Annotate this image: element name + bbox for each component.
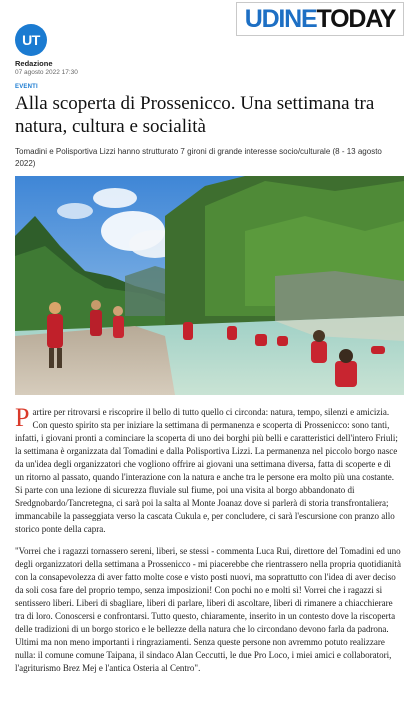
- author-avatar[interactable]: [15, 24, 47, 56]
- brand-logo-part1: UDINE: [244, 4, 317, 33]
- hero-photo: [15, 176, 404, 395]
- article-paragraph-1: [15, 403, 401, 536]
- article-body: [15, 403, 401, 675]
- dropcap-letter: P: [15, 403, 30, 432]
- brand-logo-part2: TODAY: [316, 4, 396, 33]
- brand-logo[interactable]: [236, 2, 404, 36]
- section-tag[interactable]: EVENTI: [15, 84, 38, 90]
- publish-date: 07 agosto 2022 17:30: [15, 69, 78, 76]
- author-avatar-initials: UT: [22, 32, 40, 48]
- article-title: Alla scoperta di Prossenicco. Una settimana tra natura, cultura e socialità: [15, 93, 375, 137]
- article-paragraph-2: "Vorrei che i ragazzi tornassero sereni, liberi, se stessi - commenta Luca Rui, direttore del Tomadini ed uno degli organizzatori della settimana a Prossenicco - mi piacerebbe che rientrassero nella propria quotidianità con la consapevolezza di aver fatto molte cose e visto posti nuovi, ma soprattutto con l'idea di aver deciso da soli cosa fare del proprio tempo, senza imposizioni! Con pochi no e molti sì! Vorrei che i ragazzi si sentissero liberi. Liberi di sbagliare, liberi di parlare, liberi di ascoltare, liberi di rimanere a chiacchierare tra di loro. Conoscersi e confrontarsi. Tutto questo, chiaramente, inserito in un contesto dove la riscoperta delle tradizioni di un borgo storico e le bellezze della natura che lo circondano devono farla da padrona. Ultimi ma non meno importanti i ringraziamenti. Senza queste persone non avremmo potuto realizzare nulla: il comune comune Taipana, il sindaco Alan Ceccutti, le due Pro Loco, i miei amici e collaboratori, l'agriturismo Brez Mej e l'antica Osteria al Centro".: [15, 546, 401, 673]
- article-paragraph-1-text: artire per ritrovarsi e riscoprire il bello di tutto quello ci circonda: natura, tempo, silenzi e amicizia. Con questo spirito sta per iniziare la settimana di permanenza e scoperta di Prossenicco: sono tanti, infatti, i giovani pronti a cominciare la scoperta di uno dei borghi più belli e caratteristici dell'intero Friuli; la settimana è organizzata dal Tomadini e dalla Polisportiva Lizzi. La permanenza nel piccolo borgo nasce da un'idea degli organizzatori che vogliono offrire ai giovani una settimana diversa, fatta di scoperte e di un ritorno al passato, quando l'interazione con la natura e anche tra le persone era molto più una costante. Si parte con una lezione di sicurezza fluviale sul fiume, poi una visita al borgo abbandonato di Sredgnobardo/Tancretegna, ci sarà poi la salta al Monte Joanaz dove si parlerà di storia transfrontaliera; immancabile la passeggiata verso la cascata Cukula e, per concludere, ci sarà l'escursione con pranzo allo storico ponte della capra.: [15, 407, 398, 534]
- author-name[interactable]: Redazione: [15, 59, 53, 68]
- article-subtitle: Tomadini e Polisportiva Lizzi hanno strutturato 7 gironi di grande interesse socio/culturale (8 - 13 agosto 2022): [15, 147, 382, 168]
